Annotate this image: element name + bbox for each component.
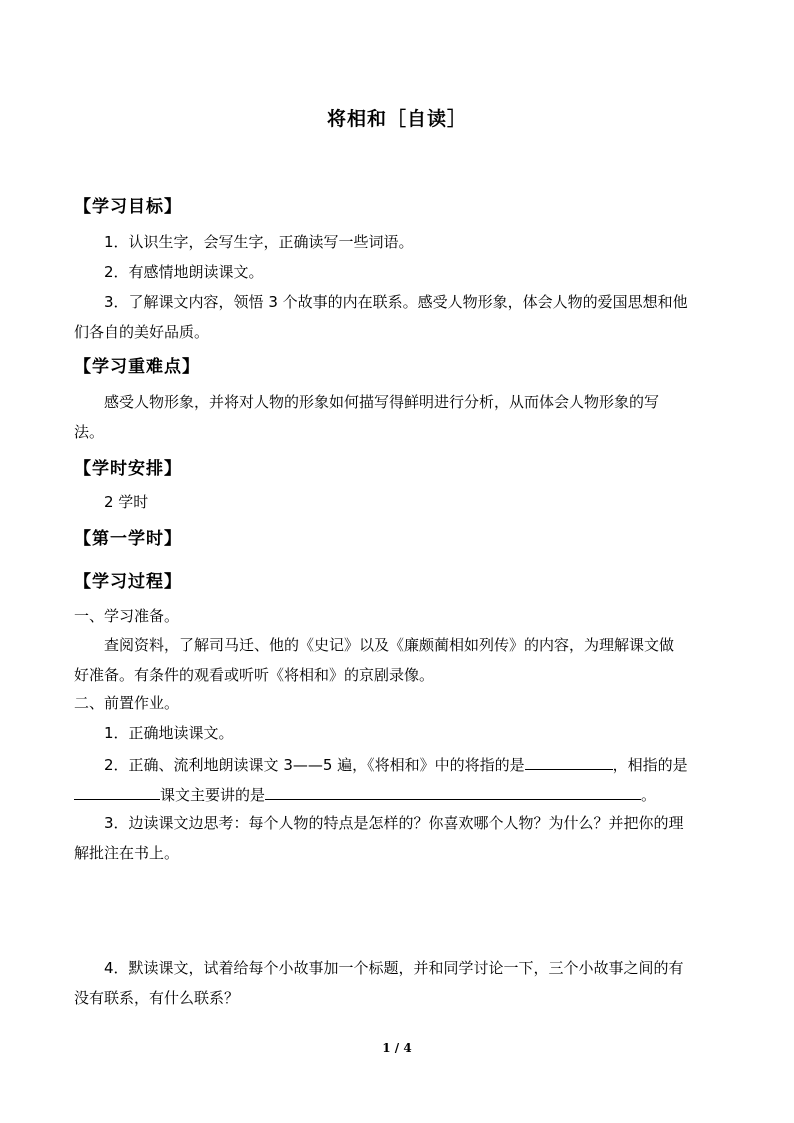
question-2-line-1	[104, 755, 688, 773]
question-4-line-2: 没有联系，有什么联系？	[74, 989, 240, 1007]
question-1: 1．正确地读课文。	[104, 724, 234, 742]
question-3-line-1: 3．边读课文边思考：每个人物的特点是怎样的？你喜欢哪个人物？为什么？并把你的理	[104, 814, 684, 832]
answer-blank-minister[interactable]	[74, 785, 160, 800]
part-1-title: 一、学习准备。	[74, 607, 180, 625]
part-1-line-2: 好准备。有条件的观看或听听《将相和》的京剧录像。	[74, 666, 435, 684]
question-2-end: 。	[641, 786, 657, 804]
heading-key-difficulties: 【学习重难点】	[74, 357, 200, 377]
question-2-prompt: 2．正确、流利地朗读课文 3——5 遍，《将相和》中的将指的是	[104, 756, 525, 774]
part-2-title: 二、前置作业。	[74, 694, 180, 712]
heading-first-lesson: 【第一学时】	[74, 529, 182, 549]
question-3-line-2: 解批注在书上。	[74, 844, 180, 862]
heading-learning-goals: 【学习目标】	[74, 197, 182, 217]
answer-blank-main-idea[interactable]	[265, 785, 641, 800]
answer-blank-general[interactable]	[525, 755, 613, 770]
goal-item-1: 1．认识生字，会写生字，正确读写一些词语。	[104, 233, 414, 251]
heading-schedule: 【学时安排】	[74, 459, 182, 479]
question-2-line-2	[74, 785, 656, 803]
difficulty-line-2: 法。	[74, 423, 105, 441]
question-4-line-1: 4．默读课文，试着给每个小故事加一个标题，并和同学讨论一下，三个小故事之间的有	[104, 959, 684, 977]
goal-item-2: 2．有感情地朗读课文。	[104, 263, 264, 281]
schedule-value: 2 学时	[104, 493, 149, 511]
question-2-prompt-main-idea: 课文主要讲的是	[160, 786, 266, 804]
part-1-line-1: 查阅资料，了解司马迁、他的《史记》以及《廉颇蔺相如列传》的内容，为理解课文做	[104, 636, 675, 654]
goal-item-3-line-2: 们各自的美好品质。	[74, 323, 210, 341]
difficulty-line-1: 感受人物形象，并将对人物的形象如何描写得鲜明进行分析，从而体会人物形象的写	[104, 393, 660, 411]
document-title: 将相和［自读］	[326, 108, 467, 130]
page-number: 1 / 4	[382, 1041, 412, 1055]
goal-item-3-line-1: 3．了解课文内容，领悟 3 个故事的内在联系。感受人物形象，体会人物的爱国思想和他	[104, 293, 688, 311]
question-2-prompt-minister: ，相指的是	[612, 756, 688, 774]
heading-learning-process: 【学习过程】	[74, 572, 182, 592]
